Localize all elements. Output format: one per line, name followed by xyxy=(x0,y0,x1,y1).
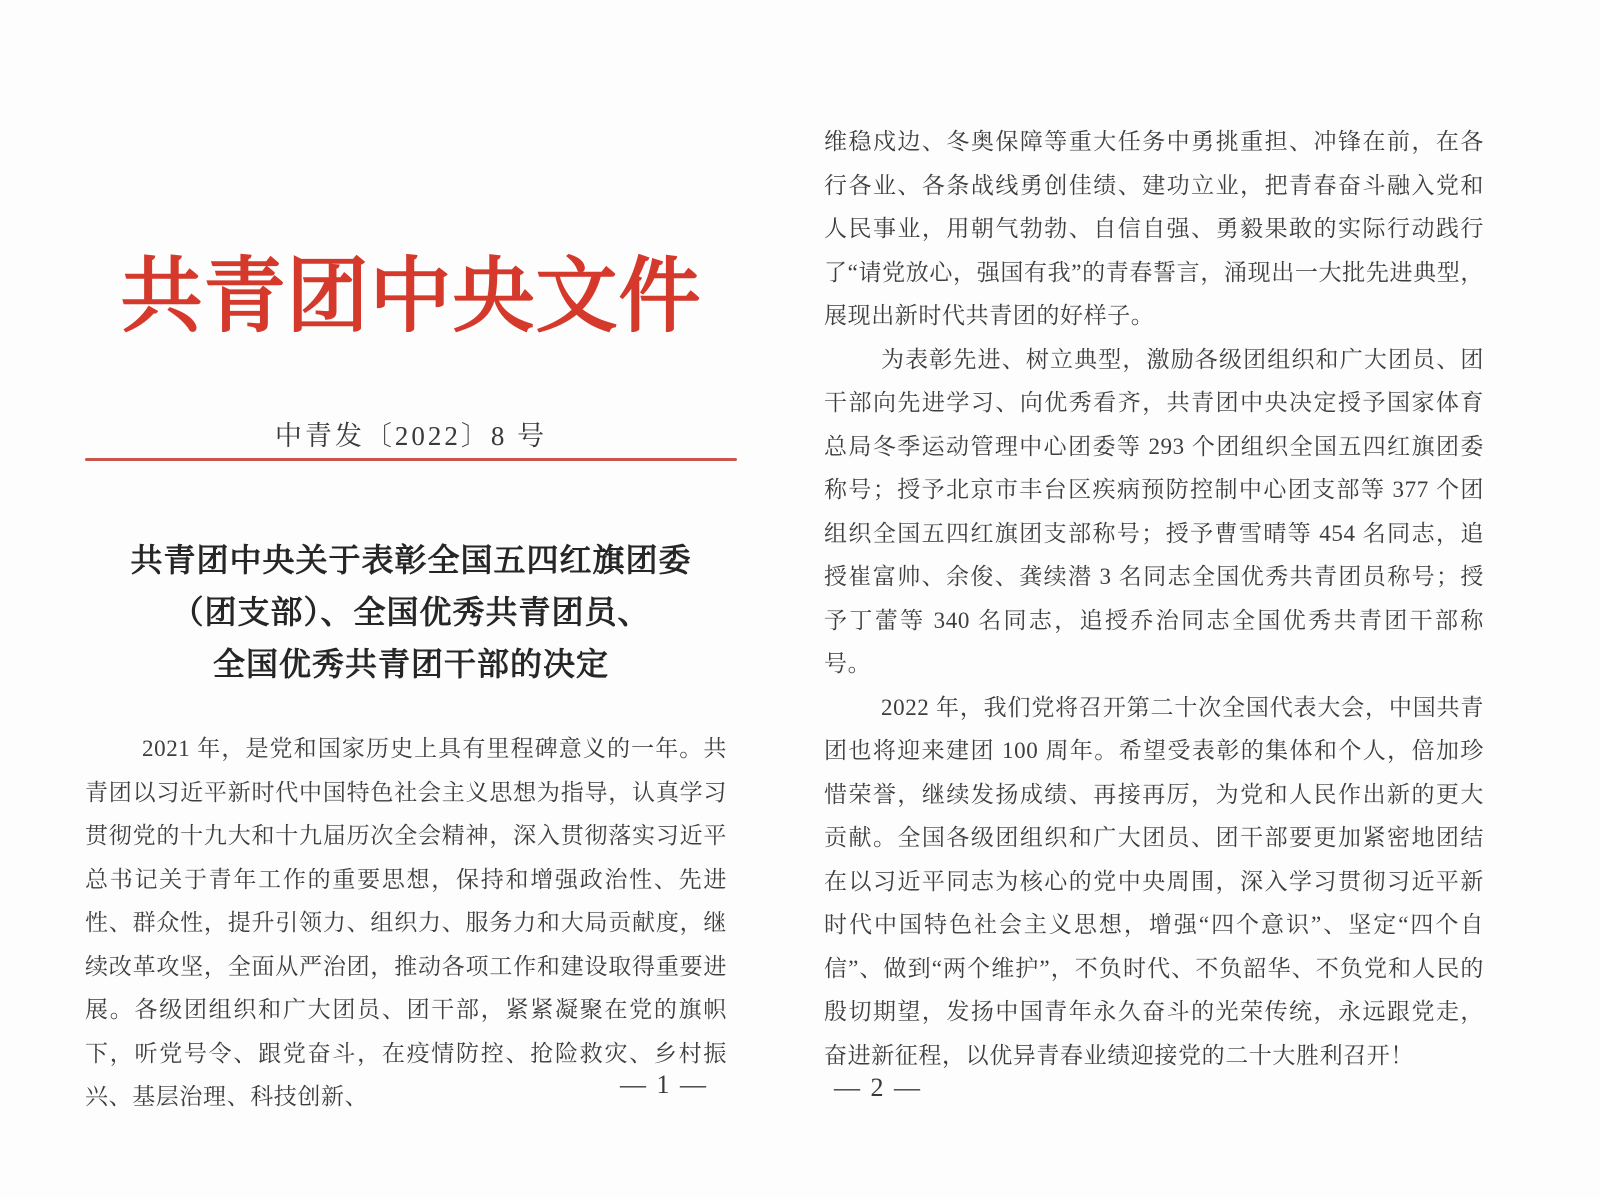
paragraph: 为表彰先进、树立典型，激励各级团组织和广大团员、团干部向先进学习、向优秀看齐，共青团中央决定授予国家体育总局冬季运动管理中心团委等 293 个团组织全国五四红旗团委称号；授予北京市丰台区疾病预防控制中心团支部等 377 个团组织全国五四红旗团支部称号；授予曹雪晴等 454 名同志，追授崔富帅、余俊、龚续潜 3 名同志全国优秀共青团员称号；授予丁蕾等 340 名同志，追授乔治同志全国优秀共青团干部称号。 xyxy=(824,346,1484,676)
letterhead-divider-line xyxy=(85,458,737,461)
document-title-line-3: 全国优秀共青团干部的决定 xyxy=(212,646,609,682)
page-1-number: — 1 — xyxy=(620,1070,708,1099)
letterhead-org-title: 共青团中央文件 xyxy=(120,251,702,342)
paragraph: 2021 年，是党和国家历史上具有里程碑意义的一年。共青团以习近平新时代中国特色社会主义思想为指导，认真学习贯彻党的十九大和十九届历次全会精神，深入贯彻落实习近平总书记关于青年工作的重要思想，保持和增强政治性、先进性、群众性，提升引领力、组织力、服务力和大局贡献度，继续改革攻坚，全面从严治团，推动各项工作和建设取得重要进展。各级团组织和广大团员、团干部，紧紧凝聚在党的旗帜下，听党号令、跟党奋斗，在疫情防控、抢险救灾、乡村振兴、基层治理、科技创新、 xyxy=(85,736,727,1109)
page-2-number: — 2 — xyxy=(834,1073,922,1102)
document-title-line-2: （团支部）、全国优秀共青团员、 xyxy=(171,594,651,630)
document-title xyxy=(85,534,737,690)
page-2 xyxy=(824,0,1486,1199)
paragraph: 2022 年，我们党将召开第二十次全国代表大会，中国共青团也将迎来建团 100 周年。希望受表彰的集体和个人，倍加珍惜荣誉，继续发扬成绩、再接再厉，为党和人民作出新的更大贡献。全国各级团组织和广大团员、团干部要更加紧密地团结在以习近平同志为核心的党中央周围，深入学习贯彻习近平新时代中国特色社会主义思想，增强“四个意识”、坚定“四个自信”、做到“两个维护”，不负时代、不负韶华、不负党和人民的殷切期望，发扬中国青年永久奋斗的光荣传统，永远跟党走，奋进新征程，以优异青春业绩迎接党的二十大胜利召开！ xyxy=(824,694,1484,1068)
document-number: 中青发〔2022〕8 号 xyxy=(274,421,548,451)
document-title-line-1: 共青团中央关于表彰全国五四红旗团委 xyxy=(130,542,692,578)
page-1-body xyxy=(85,727,727,1119)
page-2-body xyxy=(824,120,1484,1077)
paragraph-continuation: 维稳戍边、冬奥保障等重大任务中勇挑重担、冲锋在前，在各行各业、各条战线勇创佳绩、建功立业，把青春奋斗融入党和人民事业，用朝气勃勃、自信自强、勇毅果敢的实际行动践行了“请党放心，强国有我”的青春誓言，涌现出一大批先进典型，展现出新时代共青团的好样子。 xyxy=(824,129,1484,328)
page-1 xyxy=(85,0,737,1199)
